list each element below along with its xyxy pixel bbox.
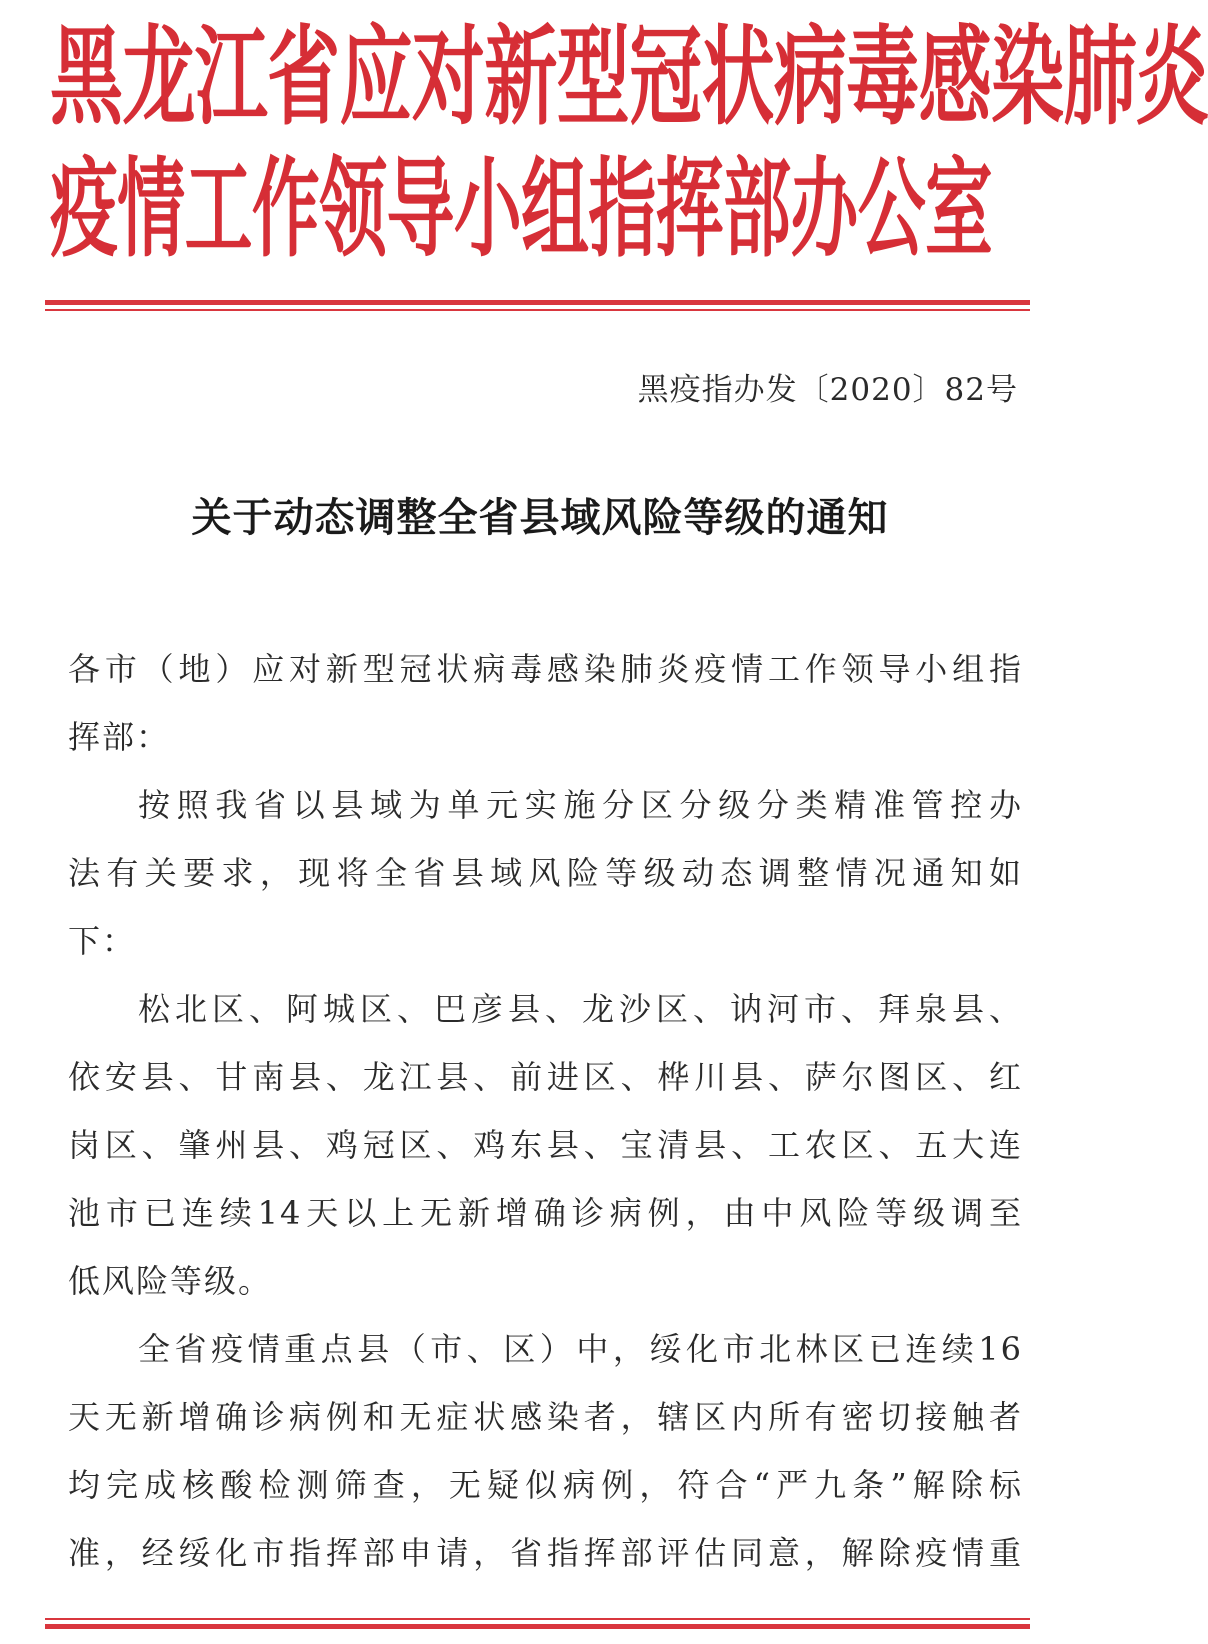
paragraph-line: 池市已连续14天以上无新增确诊病例，由中风险等级调至	[68, 1194, 1023, 1232]
paragraph-line: 按照我省以县域为单元实施分区分级分类精准管控办	[138, 786, 1023, 824]
document-title: 关于动态调整全省县域风险等级的通知	[191, 495, 889, 541]
document-number: 黑疫指办发〔2020〕82号	[637, 372, 1018, 408]
document-body	[68, 635, 1023, 1587]
paragraph-line: 依安县、甘南县、龙江县、前进区、桦川县、萨尔图区、红	[68, 1058, 1023, 1096]
paragraph-line: 下：	[68, 922, 137, 960]
paragraph-line: 均完成核酸检测筛查，无疑似病例，符合“严九条”解除标	[68, 1466, 1023, 1504]
paragraph-line: 松北区、阿城区、巴彦县、龙沙区、讷河市、拜泉县、	[138, 990, 1023, 1028]
letterhead-rule-thin	[45, 309, 1030, 311]
footer-rule-thin	[45, 1618, 1030, 1620]
salutation-line: 挥部：	[68, 718, 171, 756]
salutation-line: 各市（地）应对新型冠状病毒感染肺炎疫情工作领导小组指	[68, 650, 1023, 688]
letterhead-rule-thick	[45, 300, 1030, 305]
paragraph-line: 全省疫情重点县（市、区）中，绥化市北林区已连续16	[138, 1330, 1023, 1368]
footer-rule-thick	[45, 1624, 1030, 1629]
paragraph-line: 岗区、肇州县、鸡冠区、鸡东县、宝清县、工农区、五大连	[68, 1126, 1023, 1164]
letterhead	[0, 0, 1208, 315]
paragraph-line: 法有关要求，现将全省县域风险等级动态调整情况通知如	[68, 854, 1023, 892]
paragraph-line: 准，经绥化市指挥部申请，省指挥部评估同意，解除疫情重	[68, 1534, 1023, 1572]
paragraph-line: 低风险等级。	[68, 1262, 273, 1300]
letterhead-line-2: 疫情工作领导小组指挥部办公室	[50, 148, 993, 273]
paragraph-line: 天无新增确诊病例和无症状感染者，辖区内所有密切接触者	[68, 1398, 1023, 1436]
letterhead-line-1: 黑龙江省应对新型冠状病毒感染肺炎	[50, 16, 1208, 141]
